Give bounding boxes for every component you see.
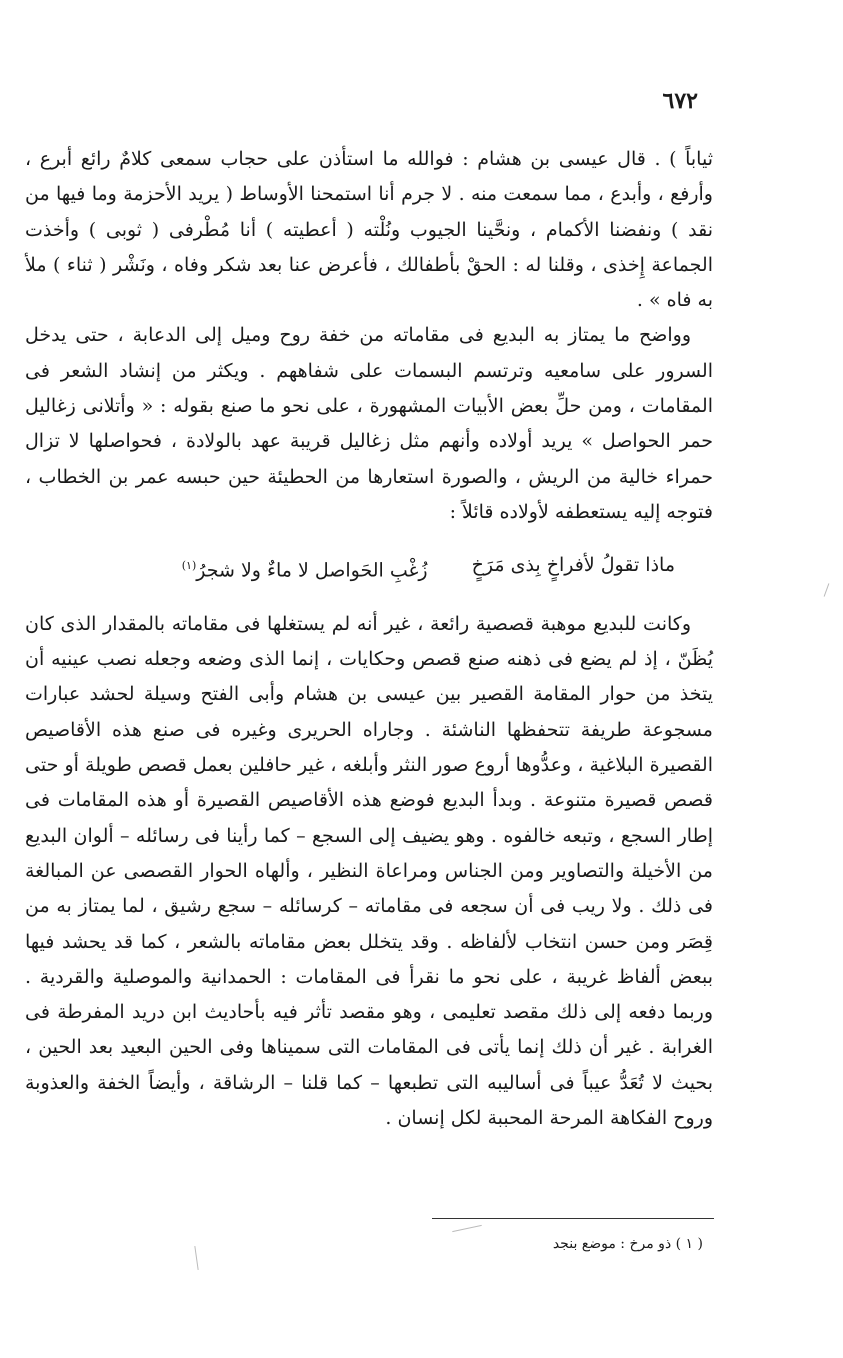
footnote-separator bbox=[432, 1218, 714, 1219]
footnote-text: ( ١ ) ذو مرخ : موضع بنجد bbox=[552, 1236, 703, 1252]
page-number: ٦٧٢ bbox=[662, 88, 698, 114]
scan-speck bbox=[452, 1225, 482, 1232]
poetry-verse bbox=[25, 548, 713, 589]
verse-hemistich-2: زُغْبِ الحَواصل لا ماءٌ ولا شجرُ bbox=[196, 559, 428, 582]
footnote-marker: (١) bbox=[181, 559, 197, 573]
body-text bbox=[25, 142, 713, 1136]
paragraph-1: ثياباً ) . قال عيسى بن هشام : فوالله ما استأذن على حجاب سمعى كلامٌ رائع أبرع ، وأرفع ، وأبدع ، مما سمعت منه . لا جرم أنا استمحنا الأوساط ( يريد الأحزمة وما فيها من نقد ) ونفضنا الأكمام ، ونحَّينا الجيوب ونُلْته ( أعطيته ) أنا مُطْرفى ( ثوبى ) وأخذت الجماعة إِخذى ، وقلنا له : الحقْ بأطفالك ، فأعرض عنا بعد شكر وفاه ، ونَشْر ( ثناء ) ملأ به فاه » . bbox=[25, 148, 713, 312]
verse-hemistich-1: ماذا تقولُ لأفراخٍ بِذى مَرَخٍ bbox=[471, 554, 675, 577]
paragraph-2: وواضح ما يمتاز به البديع فى مقاماته من خفة روح وميل إلى الدعابة ، حتى يدخل السرور على سامعيه وترتسم البسمات على شفاههم . ويكثر من إنشاد الشعر فى المقامات ، ومن حلِّ بعض الأبيات المشهورة ، على نحو ما صنع بقوله : « وأتلانى زغاليل حمر الحواصل » يريد أولاده وأنهم مثل زغاليل قريبة عهد بالولادة ، فحواصلها لا تزال حمراء خالية من الريش ، والصورة استعارها من الحطيئة حين حبسه عمر بن الخطاب ، فتوجه إليه يستعطفه لأولاده قائلاً : bbox=[25, 324, 713, 523]
scan-speck bbox=[194, 1246, 198, 1270]
paragraph-3: وكانت للبديع موهبة قصصية رائعة ، غير أنه لم يستغلها فى مقاماته بالمقدار الذى كان يُظَنّ ، إذ لم يضع فى ذهنه صنع قصص وحكايات ، إنما الذى وضعه وجعله نصب عينيه أن يتخذ من حوار المقامة القصير بين عيسى بن هشام وأبى الفتح وسيلة لحشد عبارات مسجوعة طريفة تتحفظها الناشئة . وجاراه الحريرى وغيره فى صنع هذه الأقاصيص القصيرة البلاغية ، وعدُّوها أروع صور النثر وأبلغه ، غير حافلين بعمل قصص طويلة أو حتى قصص قصيرة متنوعة . وبدأ البديع فوضع هذه الأقاصيص القصيرة أو هذه المقامات فى إطار السجع ، وتبعه خالفوه . وهو يضيف إلى السجع – كما رأينا فى رسائله – ألوان البديع من الأخيلة والتصاوير ومن الجناس ومراعاة النظير ، وألهاه الحوار القصصى عن المبالغة فى ذلك . ولا ريب فى أن سجعه فى مقاماته – كرسائله – سجع رشيق ، لما يمتاز به من قِصَر ومن حسن انتخاب لألفاظه . وقد يتخلل بعض مقاماته بالشعر ، كما قد يحشد فيها ببعض ألفاظ غريبة ، على نحو ما نقرأ فى المقامات : الحمدانية والموصلية والقردية . وربما دفعه إلى ذلك مقصد تعليمى ، وهو مقصد تأثر فيه بأحاديث ابن دريد المفرطة فى الغرابة . غير أن ذلك إنما يأتى فى المقامات التى سميناها وفى الحين البعيد بعد الحين ، بحيث لا تُعَدُّ عيباً فى أساليبه التى تطبعها – كما قلنا – الرشاقة ، وأيضاً الخفة والعذوبة وروح الفكاهة المرحة المحببة لكل إنسان . bbox=[25, 612, 713, 1130]
verse-hemistich-2-wrap bbox=[182, 548, 428, 589]
scan-speck bbox=[824, 583, 830, 596]
